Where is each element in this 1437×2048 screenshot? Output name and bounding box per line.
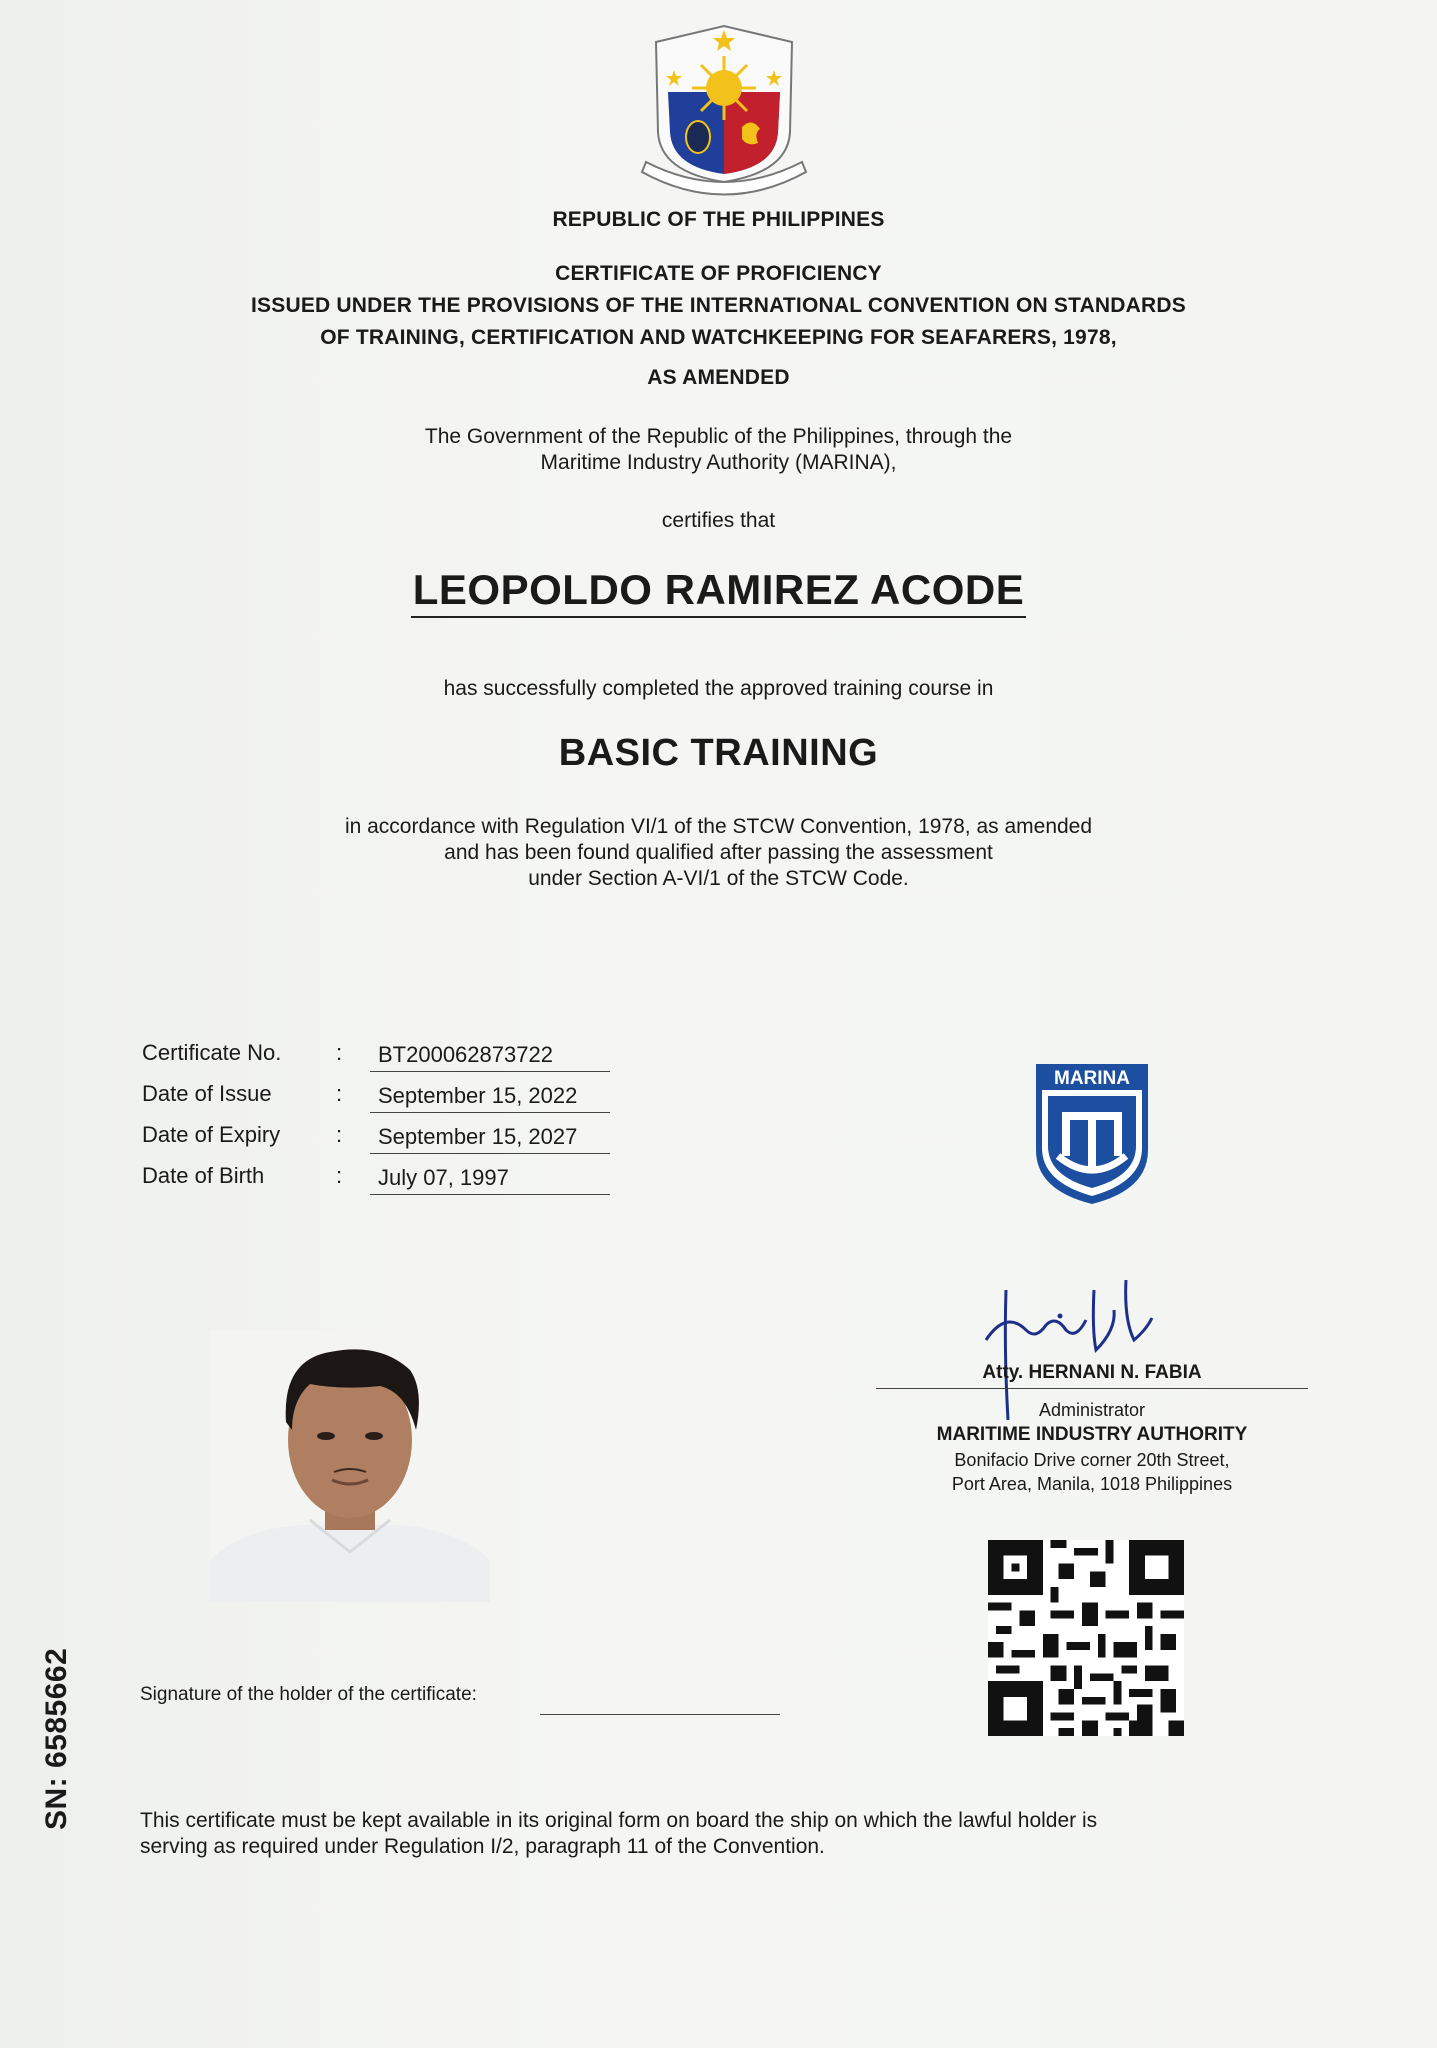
detail-label: Date of Issue: [142, 1081, 272, 1106]
marina-logo-text: MARINA: [1054, 1068, 1130, 1089]
intro-line-2: Maritime Industry Authority (MARINA),: [540, 451, 897, 474]
holder-photo: [210, 1330, 490, 1602]
detail-colon: :: [336, 1163, 343, 1188]
country-heading: REPUBLIC OF THE PHILIPPINES: [552, 208, 885, 231]
authority-address-2: Port Area, Manila, 1018 Philippines: [951, 1474, 1233, 1494]
footer-line-1: This certificate must be kept available in its original form on board the ship on which the lawful holder is: [140, 1809, 1098, 1832]
certifies-text: certifies that: [661, 509, 776, 532]
convention-line-3: AS AMENDED: [647, 366, 790, 389]
qr-code-icon: [988, 1540, 1184, 1736]
marina-logo-icon: [1032, 1060, 1152, 1208]
signatory-line: [876, 1388, 1308, 1389]
footer-line-2: serving as required under Regulation I/2, paragraph 11 of the Convention.: [140, 1835, 825, 1858]
course-lead-text: has successfully completed the approved training course in: [443, 677, 994, 700]
convention-line-1: ISSUED UNDER THE PROVISIONS OF THE INTERNATIONAL CONVENTION ON STANDARDS: [251, 294, 1186, 317]
regulation-line-2: and has been found qualified after passing the assessment: [444, 841, 993, 864]
intro-line-1: The Government of the Republic of the Philippines, through the: [424, 425, 1013, 448]
coat-of-arms-icon: [638, 22, 810, 207]
holder-signature-label: Signature of the holder of the certificate:: [140, 1684, 477, 1705]
holder-name: LEOPOLDO RAMIREZ ACODE: [411, 566, 1026, 618]
regulation-line-3: under Section A-VI/1 of the STCW Code.: [528, 867, 909, 890]
regulation-line-1: in accordance with Regulation VI/1 of the STCW Convention, 1978, as amended: [344, 815, 1093, 838]
signatory-title: Administrator: [1038, 1400, 1146, 1420]
holder-signature-line: [540, 1714, 780, 1715]
authority-name: MARITIME INDUSTRY AUTHORITY: [936, 1424, 1248, 1445]
holder-name-block: [0, 566, 1437, 618]
certificate-title: CERTIFICATE OF PROFICIENCY: [555, 262, 882, 285]
detail-colon: :: [336, 1122, 343, 1147]
detail-value: July 07, 1997: [370, 1165, 610, 1195]
authority-address-1: Bonifacio Drive corner 20th Street,: [954, 1450, 1230, 1470]
course-name: BASIC TRAINING: [558, 732, 879, 774]
signatory-name: Atty. HERNANI N. FABIA: [982, 1362, 1202, 1383]
detail-label: Certificate No.: [142, 1040, 282, 1065]
detail-value: BT200062873722: [370, 1042, 610, 1072]
footer-notice: [140, 1808, 1300, 1860]
detail-colon: :: [336, 1040, 343, 1065]
detail-value: September 15, 2022: [370, 1083, 610, 1113]
detail-label: Date of Expiry: [142, 1122, 281, 1147]
detail-colon: :: [336, 1081, 343, 1106]
convention-line-2: OF TRAINING, CERTIFICATION AND WATCHKEEPING FOR SEAFARERS, 1978,: [320, 326, 1117, 349]
detail-label: Date of Birth: [142, 1163, 265, 1188]
detail-value: September 15, 2027: [370, 1124, 610, 1154]
serial-number: SN: 6585662: [40, 1647, 73, 1830]
